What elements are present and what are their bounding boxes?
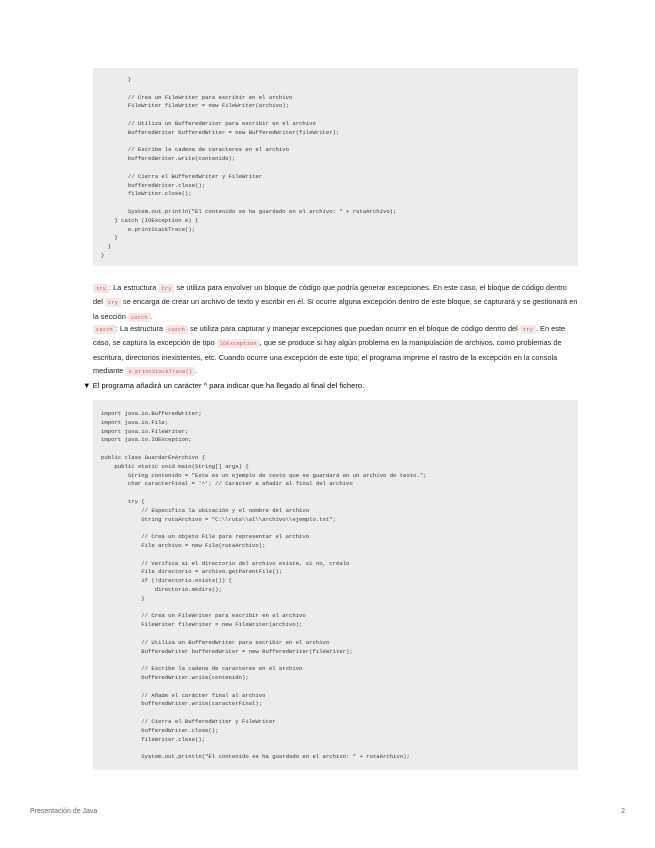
code-line: char caracterFinal = '^'; // Carácter a añadir al final del archivo — [101, 480, 353, 488]
code-line: public class GuardarEnArchivo { — [101, 454, 206, 461]
code-line: } — [101, 76, 132, 83]
keyword-printstacktrace: e.printStackTrace() — [125, 367, 195, 376]
code-line: // Utiliza un BufferedWriter para escribir en el archivo — [101, 638, 330, 646]
code-block-1 — [93, 68, 578, 266]
code-line: if (!directorio.exists()) { — [101, 577, 232, 585]
code-line: import java.io.File; — [101, 418, 169, 426]
code-line: String contenido = "Este es un ejemplo de texto que se guardará en un archivo de texto."; — [101, 471, 427, 479]
code-block-2 — [93, 400, 578, 770]
page-number: 2 — [621, 808, 625, 815]
para-text: se utiliza para capturar y manejar excepciones que puedan ocurrir en el bloque de código dentro del — [187, 324, 520, 333]
code-line: import java.io.IOException; — [101, 436, 192, 444]
code-line: fileWriter.close(); — [101, 190, 192, 198]
para-text: , que se produce si hay algún problema en la manipulación de archivos, como problemas de escritura, directorios inexistentes, etc. Cuando ocurre una excepción de este tipo, el programa imprime el rastro de la excepción en la consola mediante — [93, 338, 562, 376]
para-text: : La estructura — [109, 283, 159, 292]
keyword-try: try — [105, 298, 121, 307]
code-line: // Escribe la cadena de caracteres en el archivo — [101, 146, 289, 154]
code-line: } — [101, 243, 112, 251]
code-line: try { — [101, 498, 145, 505]
code-line: String rutaArchivo = "C:\\ruta\\al\\archivo\\ejemplo.txt"; — [101, 515, 336, 523]
paragraph-try — [93, 281, 578, 324]
code-line: FileWriter fileWriter = new FileWriter(archivo); — [101, 621, 303, 629]
code-line: bufferedWriter.close(); — [101, 726, 219, 734]
para-text: . — [195, 366, 198, 376]
keyword-ioexception: IOException — [217, 339, 260, 348]
code-line: e.printStackTrace(); — [101, 225, 195, 233]
code-line: System.out.println("El contenido se ha guardado en el archivo: " + rutaArchivo); — [101, 753, 410, 761]
code-line: FileWriter fileWriter = new FileWriter(archivo); — [101, 102, 289, 110]
code-line: bufferedWriter.close(); — [101, 181, 206, 189]
para-text: : La estructura — [115, 324, 166, 333]
para-text: se utiliza para envolver un bloque de código que podría generar excepciones. En este caso, el bloque de código dentro del — [93, 283, 567, 307]
code-line: public static void main(String[] args) { — [101, 462, 249, 470]
code-line: } — [101, 252, 105, 259]
keyword-try: try — [158, 284, 174, 293]
code-line: // Añade el carácter final al archivo — [101, 691, 266, 699]
code-line: bufferedWriter.write(contenido); — [101, 674, 249, 681]
code-line: // Crea un FileWriter para escribir en el archivo — [101, 612, 306, 620]
code-line: // Crea un FileWriter para escribir en el archivo — [101, 93, 293, 101]
code-line: } — [101, 234, 118, 242]
code-line: } — [101, 594, 145, 602]
code-line: bufferedWriter.write(contenido); — [101, 155, 236, 163]
code-line: // Utiliza un BufferedWriter para escribir en el archivo — [101, 120, 316, 127]
para-text: . En este caso, se captura la excepción de tipo — [93, 324, 566, 348]
code-line: File directorio = archivo.getParentFile(); — [101, 568, 283, 576]
code-line: // Cierra el BufferedWriter y FileWriter — [101, 172, 263, 180]
code-line: // Verifica si el directorio del archivo existe, si no, créalo — [101, 559, 350, 567]
keyword-catch: catch — [165, 325, 188, 334]
paragraph-catch — [93, 322, 578, 379]
keyword-catch: catch — [93, 325, 116, 334]
code-line: System.out.println("El contenido se ha guardado en el archivo: " + rutaArchivo); — [101, 208, 397, 215]
code-line: directorio.mkdirs(); — [101, 586, 222, 593]
keyword-catch: catch — [128, 313, 151, 322]
code-line: // Escribe la cadena de caracteres en el archivo — [101, 665, 303, 673]
code-line: BufferedWriter bufferedWriter = new BufferedWriter(fileWriter); — [101, 128, 340, 136]
keyword-try: try — [93, 284, 109, 293]
code-line: bufferedWriter.write(caracterFinal); — [101, 700, 263, 708]
code-line: fileWriter.close(); — [101, 735, 206, 743]
code-line: // Especifica la ubicación y el nombre del archivo — [101, 506, 310, 514]
code-line: BufferedWriter bufferedWriter = new BufferedWriter(fileWriter); — [101, 647, 353, 655]
code-line: } catch (IOException e) { — [101, 216, 199, 224]
footer-title: Presentación de Java — [30, 808, 98, 815]
code-line: File archivo = new File(rutaArchivo); — [101, 542, 266, 549]
code-line: import java.io.FileWriter; — [101, 427, 189, 435]
para-text: se encarga de crear un archivo de texto y escribir en él. Si ocurre alguna excepción dentro de este bloque, se capturará y se gestionará en la sección — [93, 297, 578, 321]
code-line: // Crea un objeto File para representar el archivo — [101, 533, 310, 541]
keyword-try: try — [520, 325, 536, 334]
bullet-item: ▼ El programa añadirá un carácter ^ para indicar que ha llegado al final del fichero. — [83, 381, 365, 390]
code-line: import java.io.BufferedWriter; — [101, 410, 202, 417]
code-line: // Cierra el BufferedWriter y FileWriter — [101, 718, 276, 725]
para-text: . — [150, 311, 153, 321]
